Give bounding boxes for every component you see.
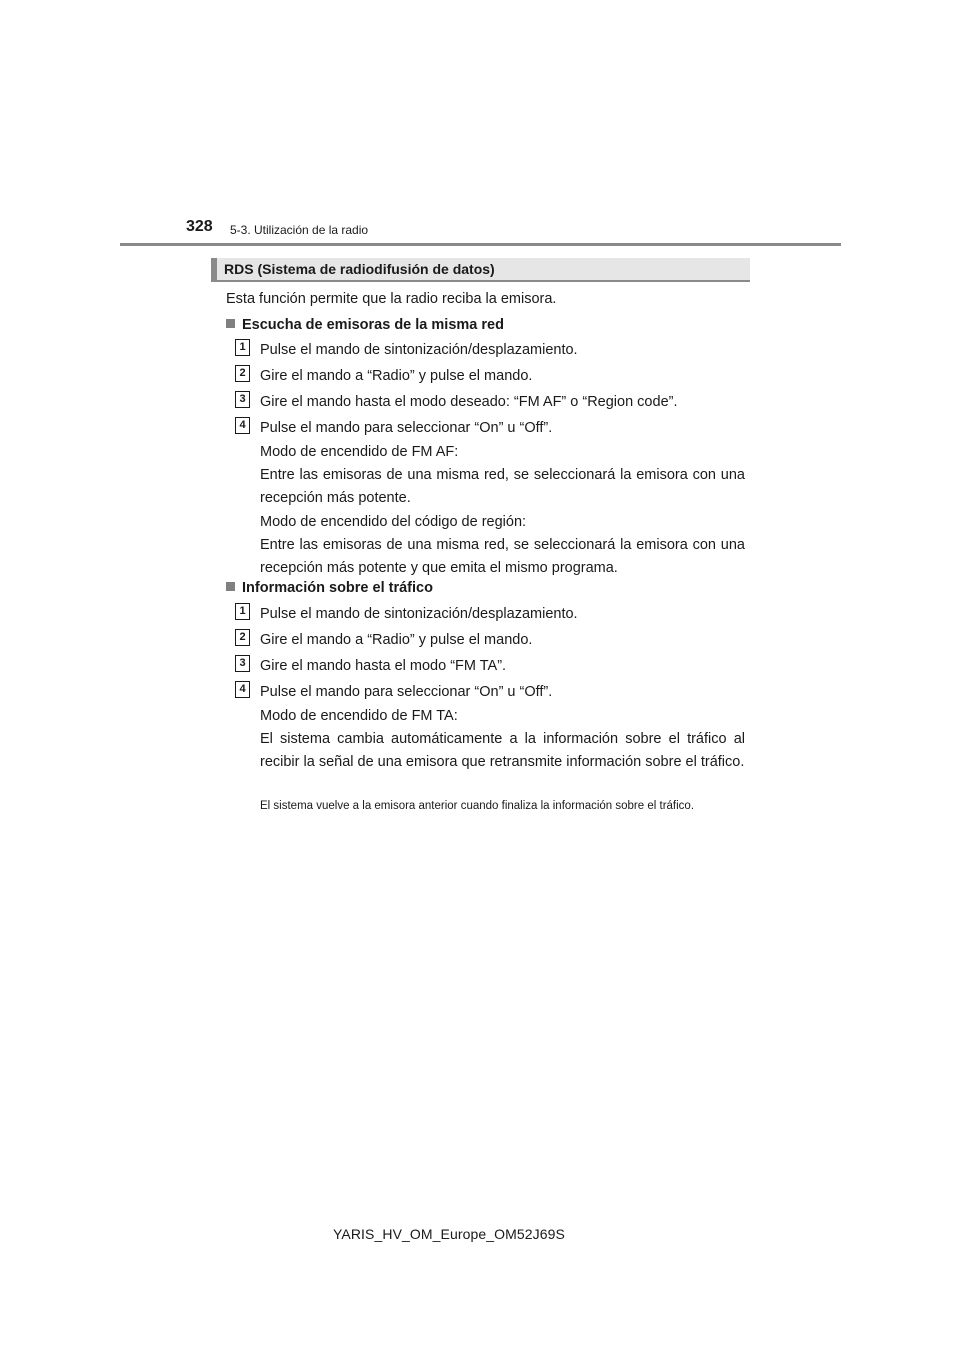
traffic-step-badge-1: 1 (235, 603, 250, 620)
step-text-1: Pulse el mando de sintonización/desplazamiento. (260, 342, 578, 358)
traffic-step-badge-2: 2 (235, 629, 250, 646)
step-badge-4: 4 (235, 417, 250, 434)
traffic-step-text-1: Pulse el mando de sintonización/desplazamiento. (260, 606, 578, 622)
subheading-network-label: Escucha de emisoras de la misma red (242, 317, 504, 333)
page-number: 328 (186, 218, 213, 235)
subheading-traffic-label: Información sobre el tráfico (242, 580, 433, 596)
bullet-icon (226, 582, 235, 591)
subheading-network (226, 316, 504, 335)
mode-fm-af-title: Modo de encendido de FM AF: (260, 444, 459, 460)
chapter-title: 5-3. Utilización de la radio (230, 223, 369, 237)
traffic-step-badge-4: 4 (235, 681, 250, 698)
intro-text: Esta función permite que la radio reciba la emisora. (226, 291, 557, 307)
subheading-traffic (226, 579, 433, 598)
mode-region-code (260, 511, 745, 580)
step-text-2: Gire el mando a “Radio” y pulse el mando. (260, 368, 533, 384)
section-header (211, 258, 750, 282)
mode-fm-af (260, 441, 745, 510)
traffic-step-text-3: Gire el mando hasta el modo “FM TA”. (260, 658, 507, 674)
section-title: RDS (Sistema de radiodifusión de datos) (224, 261, 495, 277)
step-badge-3: 3 (235, 391, 250, 408)
step-badge-2: 2 (235, 365, 250, 382)
footer-doc-id: YARIS_HV_OM_Europe_OM52J69S (333, 1226, 565, 1242)
mode-region-code-title: Modo de encendido del código de región: (260, 514, 527, 530)
section-accent (211, 258, 217, 280)
traffic-step-text-4: Pulse el mando para seleccionar “On” u “Off”. (260, 684, 553, 700)
mode-fm-ta-desc: El sistema cambia automáticamente a la información sobre el tráfico al recibir la señal de una emisora que retransmite información sobre el tráfico. (260, 731, 745, 770)
mode-fm-ta (260, 705, 745, 774)
traffic-note: El sistema vuelve a la emisora anterior cuando finaliza la información sobre el tráfico. (260, 800, 695, 812)
traffic-step-badge-3: 3 (235, 655, 250, 672)
mode-region-code-desc: Entre las emisoras de una misma red, se seleccionará la emisora con una recepción más potente y que emita el mismo programa. (260, 537, 745, 576)
bullet-icon (226, 319, 235, 328)
step-badge-1: 1 (235, 339, 250, 356)
mode-fm-ta-title: Modo de encendido de FM TA: (260, 708, 458, 724)
traffic-step-text-2: Gire el mando a “Radio” y pulse el mando. (260, 632, 533, 648)
header-rule (120, 243, 841, 246)
mode-fm-af-desc: Entre las emisoras de una misma red, se seleccionará la emisora con una recepción más potente. (260, 467, 745, 506)
step-text-4: Pulse el mando para seleccionar “On” u “Off”. (260, 420, 553, 436)
step-text-3: Gire el mando hasta el modo deseado: “FM AF” o “Region code”. (260, 394, 678, 410)
